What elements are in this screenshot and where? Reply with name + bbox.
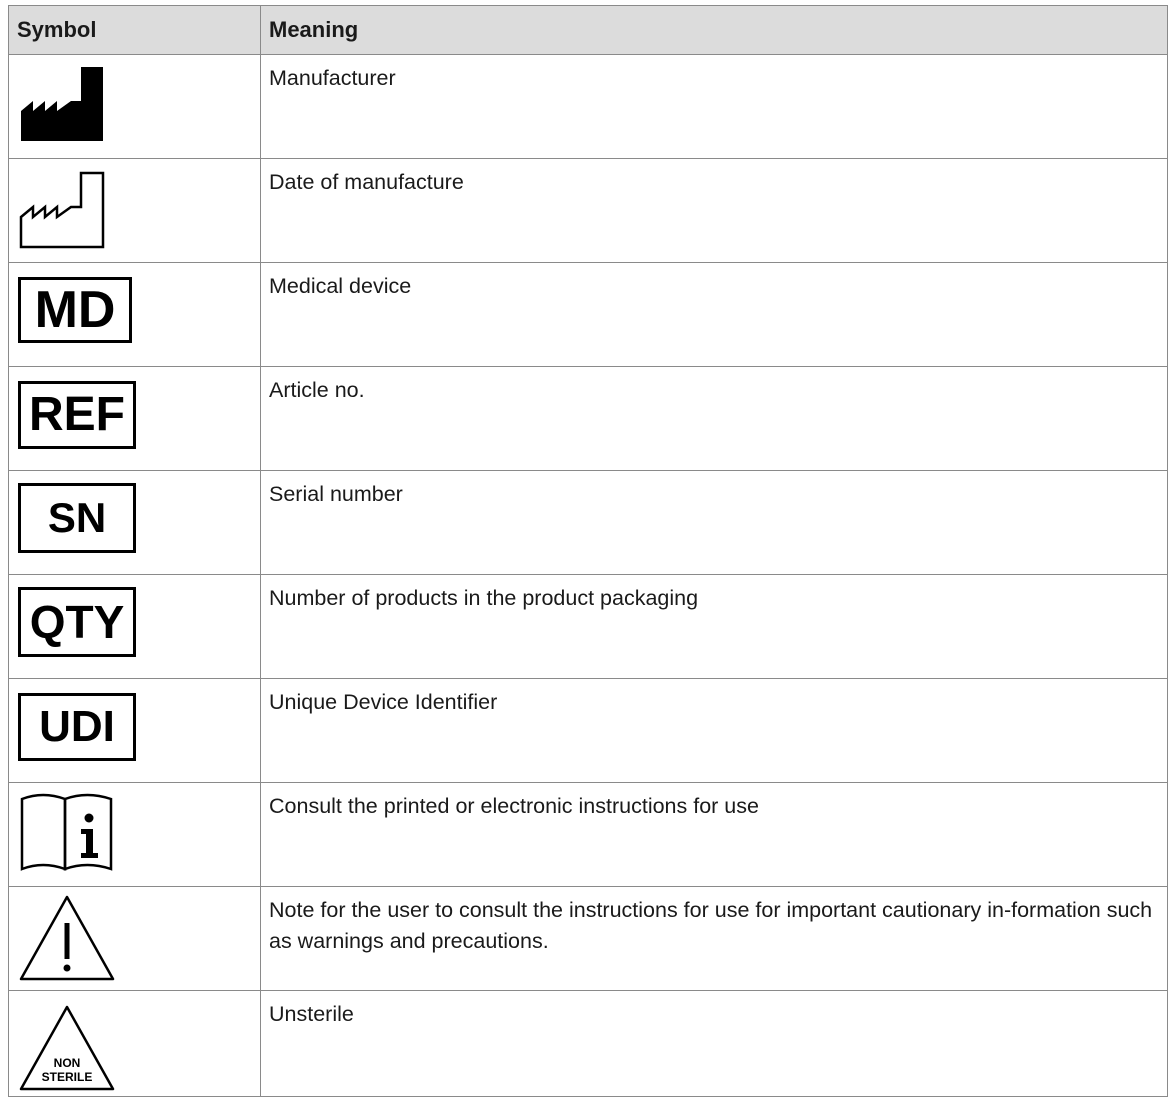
symbols-table [8, 5, 1168, 1097]
table-row [9, 887, 1168, 991]
table-header-row [9, 6, 1168, 55]
table-row [9, 55, 1168, 159]
symbol-cell [9, 367, 261, 471]
table-row [9, 575, 1168, 679]
symbol-cell [9, 263, 261, 367]
serial-number-icon: SN [18, 483, 136, 553]
meaning-cell: Note for the user to consult the instructions for use for important cautionary in-formation such as warnings and precautions. [261, 887, 1168, 991]
symbol-cell [9, 575, 261, 679]
non-sterile-icon [17, 1003, 117, 1093]
table-row [9, 263, 1168, 367]
symbol-cell [9, 159, 261, 263]
header-symbol: Symbol [9, 6, 261, 55]
table-row [9, 159, 1168, 263]
date-of-manufacture-icon [19, 167, 109, 249]
caution-icon [17, 893, 117, 983]
meaning-cell: Medical device [261, 263, 1168, 367]
meaning-cell: Unsterile [261, 991, 1168, 1097]
non-sterile-label-top: NON [53, 1056, 81, 1070]
udi-icon: UDI [18, 693, 136, 761]
symbol-cell [9, 783, 261, 887]
symbol-cell [9, 55, 261, 159]
manufacturer-icon [19, 63, 109, 143]
ref-icon: REF [18, 381, 136, 449]
meaning-cell: Article no. [261, 367, 1168, 471]
medical-device-icon: MD [18, 277, 132, 343]
table-row [9, 471, 1168, 575]
symbol-cell [9, 471, 261, 575]
table-row [9, 783, 1168, 887]
instructions-icon [19, 791, 115, 875]
table-row [9, 367, 1168, 471]
meaning-cell: Date of manufacture [261, 159, 1168, 263]
meaning-cell: Serial number [261, 471, 1168, 575]
meaning-cell: Unique Device Identifier [261, 679, 1168, 783]
table-row [9, 679, 1168, 783]
meaning-cell: Manufacturer [261, 55, 1168, 159]
non-sterile-label-bottom: STERILE [41, 1070, 93, 1084]
header-meaning: Meaning [261, 6, 1168, 55]
quantity-icon: QTY [18, 587, 136, 657]
meaning-cell: Consult the printed or electronic instructions for use [261, 783, 1168, 887]
symbol-cell [9, 887, 261, 991]
meaning-cell: Number of products in the product packaging [261, 575, 1168, 679]
symbol-cell [9, 679, 261, 783]
